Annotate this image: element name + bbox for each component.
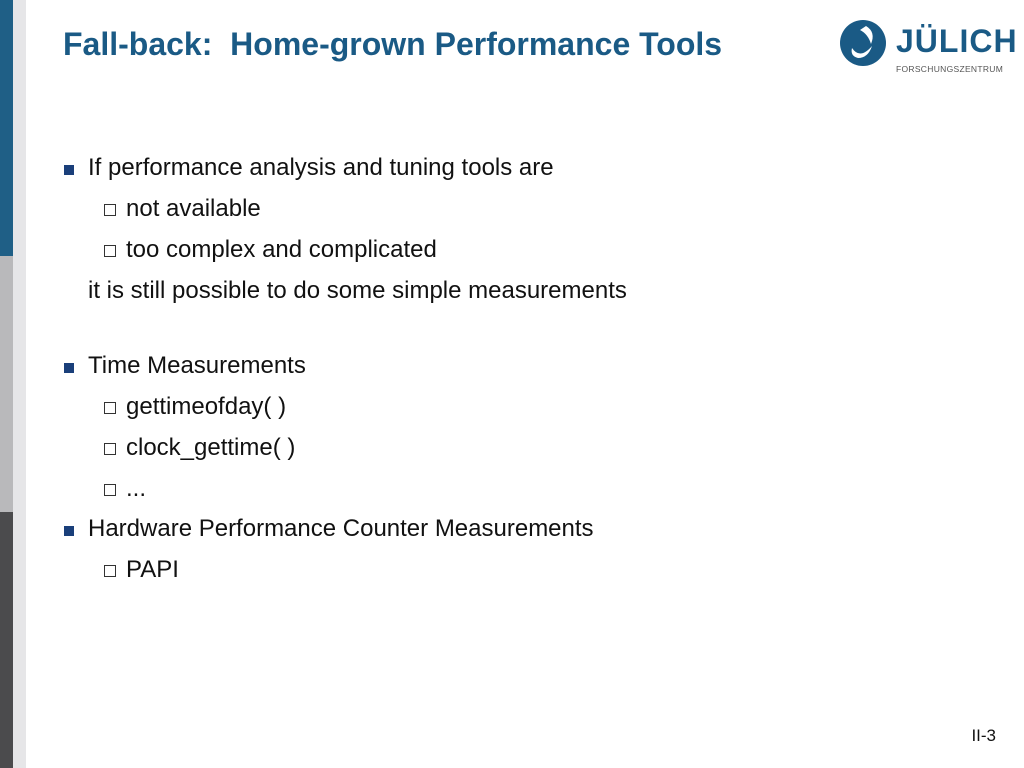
sub-bullet-marker	[104, 484, 116, 496]
slide-title: Fall-back: Home-grown Performance Tools	[63, 26, 723, 62]
sub-bullet-text: too complex and complicated	[126, 236, 437, 263]
page-number: II-3	[971, 726, 996, 745]
logo-wordmark: JÜLICH	[896, 23, 1018, 59]
bullet-marker	[64, 363, 74, 373]
bullet-marker	[64, 165, 74, 175]
sub-bullet-marker	[104, 402, 116, 414]
sub-bullet-text: PAPI	[126, 556, 179, 583]
sub-bullet-marker	[104, 245, 116, 257]
sub-bullet-text: clock_gettime( )	[126, 434, 296, 461]
bullet-text: Hardware Performance Counter Measurements	[88, 515, 594, 542]
bullet-continuation: it is still possible to do some simple measurements	[88, 277, 627, 304]
bullet-text: If performance analysis and tuning tools are	[88, 154, 554, 181]
sub-bullet-marker	[104, 204, 116, 216]
sub-bullet-marker	[104, 443, 116, 455]
sub-bullet-marker	[104, 565, 116, 577]
sub-bullet-text: not available	[126, 195, 261, 222]
logo-subtitle: FORSCHUNGSZENTRUM	[896, 64, 1004, 74]
bullet-text: Time Measurements	[88, 352, 306, 379]
bullet-marker	[64, 526, 74, 536]
sub-bullet-text: ...	[126, 475, 147, 502]
sub-bullet-text: gettimeofday( )	[126, 393, 287, 420]
